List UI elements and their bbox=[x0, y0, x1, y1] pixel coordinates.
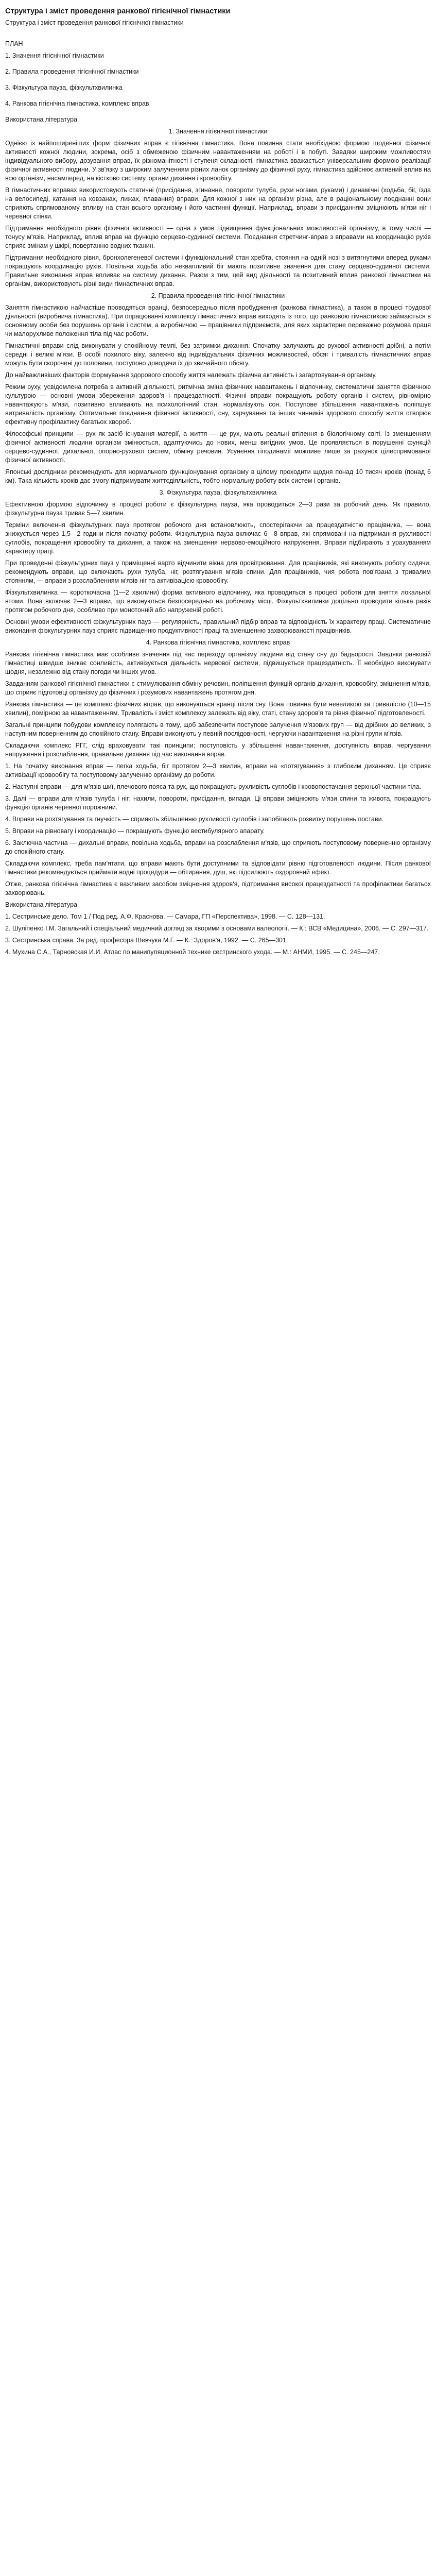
section-1 bbox=[5, 127, 431, 289]
paragraph: Підтримання необхідного рівня фізичної активності — одна з умов підвищення функціональних можливостей організму, в тому числі — тонусу м'язів. Наприклад, вплив вправ на функцію серцево-судинної системи. Поєднання стретчинг-вправ з вправами на координацію рухів сприяє змінам у шкірі, повертанню водних тканин. bbox=[5, 225, 431, 249]
paragraph: Отже, ранкова гігієнічна гімнастика є важливим засобом зміцнення здоров'я, підтримання високої працездатності та профілактики багатьох захворювань. bbox=[5, 880, 431, 896]
paragraph: Ранкова гігієнічна гімнастика має особливе значення під час переходу організму людини від стану сну до бадьорості. Завдяки ранковій гімнастиці швидше зникає сонливість, активізується діяльність нервової системи, підвищується працездатність. Її необхідно виконувати щодня, незалежно від стану погоди чи інших умов. bbox=[5, 651, 431, 675]
literature-section bbox=[5, 901, 431, 957]
paragraph: Терміни включення фізкультурних пауз протягом робочого дня встановлюють, спостерігаючи за працездатністю працівника, — вона знижується через 1,5—2 години після початку роботи. Фізкультурна пауза включає 6—8 вправ, які спрямовані на підтримання рухливості суглобів, покращення кровообігу та дихання, а також на зменшення нервово-емоційного напруження. Вправи підбирають з урахуванням характеру праці. bbox=[5, 521, 431, 555]
paragraph: 5. Вправи на рівновагу і координацію — покращують функцію вестибулярного апарату. bbox=[5, 827, 265, 835]
paragraph: 1. На початку виконання вправ — легка ходьба, біг протягом 2—3 хвилин, вправи на «потягування» з глибоким диханням. Це сприяє активізації кровообігу та поступовому залученню організму до роботи. bbox=[5, 762, 431, 778]
paragraph: При проведенні фізкультурних пауз у приміщенні варто відчинити вікна для провітрювання. Для працівників, які виконують роботу сидячи, рекомендують вправи, що включають рухи тулуба, ніг, розтягування м'язів спини. Для працівників, чия робота пов'язана з тривалим стоянням, — вправи з розслабленням м'язів ніг та активізацією кровообігу. bbox=[5, 560, 431, 584]
paragraph: Японські дослідники рекомендують для нормального функціонування організму в цілому проходити щодня понад 10 тисяч кроків (понад 6 км). Така кількість кроків дає змогу підтримувати життєдіяльність, тобто нормальну роботу всіх систем і органів. bbox=[5, 468, 431, 484]
document-title: Структура і зміст проведення ранкової гігієнічної гімнастики bbox=[5, 7, 231, 15]
plan-section bbox=[5, 40, 431, 124]
literature-heading: Використана література bbox=[5, 901, 78, 908]
literature-item: 2. Шуліпенко І.М. Загальний і спеціальний медичний догляд за хворими з основами валеології. — К.: ВСВ «Медицина», 2006. — С. 297—317. bbox=[5, 925, 429, 932]
paragraph: Завданням ранкової гігієнічної гімнастики є стимулювання обміну речовин, поліпшення функцій органів дихання, кровообігу, зміцнення м'язів, що сприяє підготовці організму до фізичних і розумових навантажень протягом дня. bbox=[5, 680, 431, 696]
document-subtitle: Структура і зміст проведення ранкової гігієнічної гімнастики bbox=[5, 19, 184, 26]
paragraph: Філософські принципи — рух як засіб існування матерії, а життя — це рух, мають реальні втілення в біологічному світі. Із зменшенням фізичної активності людини організм змінюється, адаптуючись до нових, менш вигідних умов. Це проявляється в порушенні функцій серцево-судинної, дихальної, опорно-рухової систем, обміну речовин. Усунення гіподинамії можливе лише за рахунок цілеспрямованої фізичної активності. bbox=[5, 430, 431, 464]
paragraph: До найважливіших факторів формування здорового способу життя належать фізична активність і загартовування організму. bbox=[5, 371, 377, 379]
section-title: 2. Правила проведення гігієнічної гімнастики bbox=[151, 292, 285, 299]
paragraph: Заняття гімнастикою найчастіше проводяться вранці, безпосередньо після пробудження (ранкова гімнастика), а також в процесі трудової діяльності (виробнича гімнастика). При опрацюванні комплексу гімнастичних вправ виходять із того, що ранковою гімнастикою займаються в основному особи без порушень органів і систем, а виробничою — працівники підприємств, для яких характерне переважно розумова праця чи малорухливе положення тіла під час роботи. bbox=[5, 304, 431, 337]
paragraph: 6. Заключна частина — дихальні вправи, повільна ходьба, вправи на розслаблення м'язів, що сприяють поступовому поверненню організму до спокійного стану. bbox=[5, 839, 431, 855]
paragraph: Загальні принципи побудови комплексу полягають в тому, щоб забезпечити поступове залучення м'язових груп — від дрібних до великих, з наступним поверненням до спокійного стану. Вправи виконують у певній послідовності, чергуючи навантаження на різні групи м'язів. bbox=[5, 721, 431, 737]
section-2 bbox=[5, 292, 431, 485]
plan-literature: Використана література bbox=[5, 116, 78, 123]
plan-item: 2. Правила проведення гігієнічної гімнастики bbox=[5, 68, 139, 75]
paragraph: Режим руху, усвідомлена потреба в активній діяльності, ритмічна зміна фізичних навантажень і відпочинку, систематичні заняття фізичною культурою — основні умови збереження здоров'я і працездатності. Фізичні вправи покращують роботу органів і систем, рівномірно навантажують м'язи, позитивно впливають на психологічний стан, нормалізують сон. Поступове збільшення навантажень поліпшує витривалість організму. Оптимальне поєднання фізичної активності, сну, харчування та інших чинників здорового способу життя створює ефективну профілактику багатьох хвороб. bbox=[5, 383, 431, 426]
paragraph: 4. Вправи на розтягування та гнучкість — сприяють збільшенню рухливості суглобів і запобігають розвитку порушень постави. bbox=[5, 816, 384, 823]
literature-item: 1. Сестринське дело. Том 1 / Под ред. А.Ф. Краснова. — Самара, ГП «Перспектива», 1998. — С. 128—131. bbox=[5, 913, 325, 920]
paragraph: Ранкова гімнастика — це комплекс фізичних вправ, що виконуються вранці після сну. Вона повинна бути невеликою за тривалістю (10—15 хвилин), помірною за навантаженням. Тривалість і зміст комплексу залежать від віку, статі, стану здоров'я та рівня фізичної підготовленості. bbox=[5, 701, 431, 717]
document-page bbox=[0, 0, 436, 970]
paragraph: 3. Далі — вправи для м'язів тулуба і ніг: нахили, повороти, присідання, випади. Ці вправи зміцнюють м'язи спини та живота, покращують функцію органів черевної порожнини. bbox=[5, 795, 431, 811]
section-4 bbox=[5, 638, 431, 897]
plan-item: 1. Значення гігієнічної гімнастики bbox=[5, 52, 104, 59]
section-title: 4. Ранкова гігієнічна гімнастика, комплекс вправ bbox=[146, 639, 290, 646]
literature-item: 3. Сестринська справа. За ред. професора Шевчука М.Г. — К.: Здоров'я, 1992. — С. 265—301. bbox=[5, 937, 288, 944]
paragraph: Складаючи комплекс, треба пам'ятати, що вправи мають бути доступними та відповідати рівню підготовленості людини. Після ранкової гімнастики рекомендується приймати водні процедури — обтирання, душ, які підсилюють оздоровчий ефект. bbox=[5, 860, 431, 876]
paragraph: 2. Наступні вправи — для м'язів шиї, плечового пояса та рук, що покращують рухливість суглобів і кровопостачання верхньої частини тіла. bbox=[5, 783, 422, 790]
paragraph: Гімнастичні вправи слід виконувати у спокійному темпі, без затримки дихання. Спочатку залучають до рухової активності дрібні, а потім середні і великі м'язи. В особі похилого віку, залежно від індивідуальних фізичних можливостей, обсяг і тривалість гімнастичних вправ можуть бути скорочені до половини, поступово доводячи їх до звичайного обсягу. bbox=[5, 342, 431, 367]
paragraph: Підтримання необхідного рівня, бронхолегеневої системи і функціональний стан хребта, стояння на одній нозі з витягнутими вперед руками покращують координацію рухів. Повільна ходьба або неквапливий біг мають позитивне значення для стану серцево-судинної системи. Правильне виконання вправ впливає на систему дихання. Разом з тим, цей вид діяльності та позитивний вплив ранкової гімнастики на організм, використовують різні види гімнастичних вправ. bbox=[5, 254, 431, 287]
plan-heading: ПЛАН bbox=[5, 40, 23, 47]
plan-item: 4. Ранкова гігієнічна гімнастика, комплекс вправ bbox=[5, 100, 149, 107]
paragraph: Основні умови ефективності фізкультурних пауз — регулярність, правильний підбір вправ та відповідність їх характеру праці. Систематичне виконання фізкультурних пауз сприяє підвищенню продуктивності праці та зменшенню захворюваності працівників. bbox=[5, 618, 431, 634]
paragraph: Однією із найпоширеніших форм фізичних вправ є гігієнічна гімнастика. Вона повинна стати необхідною формою щоденної фізичної активності кожної людини, зокрема, осіб з обмеженою фізичним навантаженням на роботі і в побуті. Завдяки широким можливостям індивідуального вибору, дозування вправ, їх різноманітності і ступеня складності, гімнастика вважається універсальним формою реалізації фізичної активності людини. У зв'язку з широким залученням різних ланок організму до фізичної руху, гімнастика здійснює активний вплив на всю організм, насамперед, на кістково систему, органи дихання і кровообігу. bbox=[5, 140, 431, 182]
paragraph: Складаючи комплекс РГГ, слід враховувати такі принципи: поступовість у збільшенні навантаження, доступність вправ, чергування напруження і розслаблення, правильне дихання під час виконання вправ. bbox=[5, 742, 431, 758]
paragraph: В гімнастичних вправах використовують статичні (присідання, згинання, повороти тулуба, рухи ногами, руками) і динамічні (ходьба, біг, їзда на велосипеді, катання на ковзанах, лижах, плавання) вправи. Для кожної з них на організм різна, але в раціональному поєднанні вони сприяють спрямованому впливу на стан всього організму і його частинні функції. Наприклад, вправи з присіданням зміцнюють м'язи ніг і черевної стінки. bbox=[5, 187, 431, 220]
section-3 bbox=[5, 488, 431, 635]
paragraph: Ефективною формою відпочинку в процесі роботи є фізкультурна пауза, яка проводиться 2—3 рази за робочий день. Як правило, фізкультурна пауза триває 5—7 хвилин. bbox=[5, 501, 431, 517]
literature-item: 4. Мухина С.А., Тарновская И.И. Атлас по манипуляционной технике сестринского ухода. — М.: АНМИ, 1995. — С. 245—247. bbox=[5, 948, 380, 956]
paragraph: Фізкультхвилинка — короткочасна (1—2 хвилини) форма активного відпочинку, яка проводиться в процесі роботи для зняття локальної втоми. Вона включає 2—3 вправи, що виконуються безпосередньо на робочому місці. Фізкультхвилинки доцільно проводити кілька разів протягом робочого дня, особливо при монотонній або напруженій роботі. bbox=[5, 589, 431, 614]
section-title: 1. Значення гігієнічної гімнастики bbox=[168, 128, 268, 135]
plan-item: 3. Фізкультура пауза, фізкультхвилинка bbox=[5, 84, 123, 91]
section-title: 3. Фізкультура пауза, фізкультхвилинка bbox=[159, 489, 277, 496]
